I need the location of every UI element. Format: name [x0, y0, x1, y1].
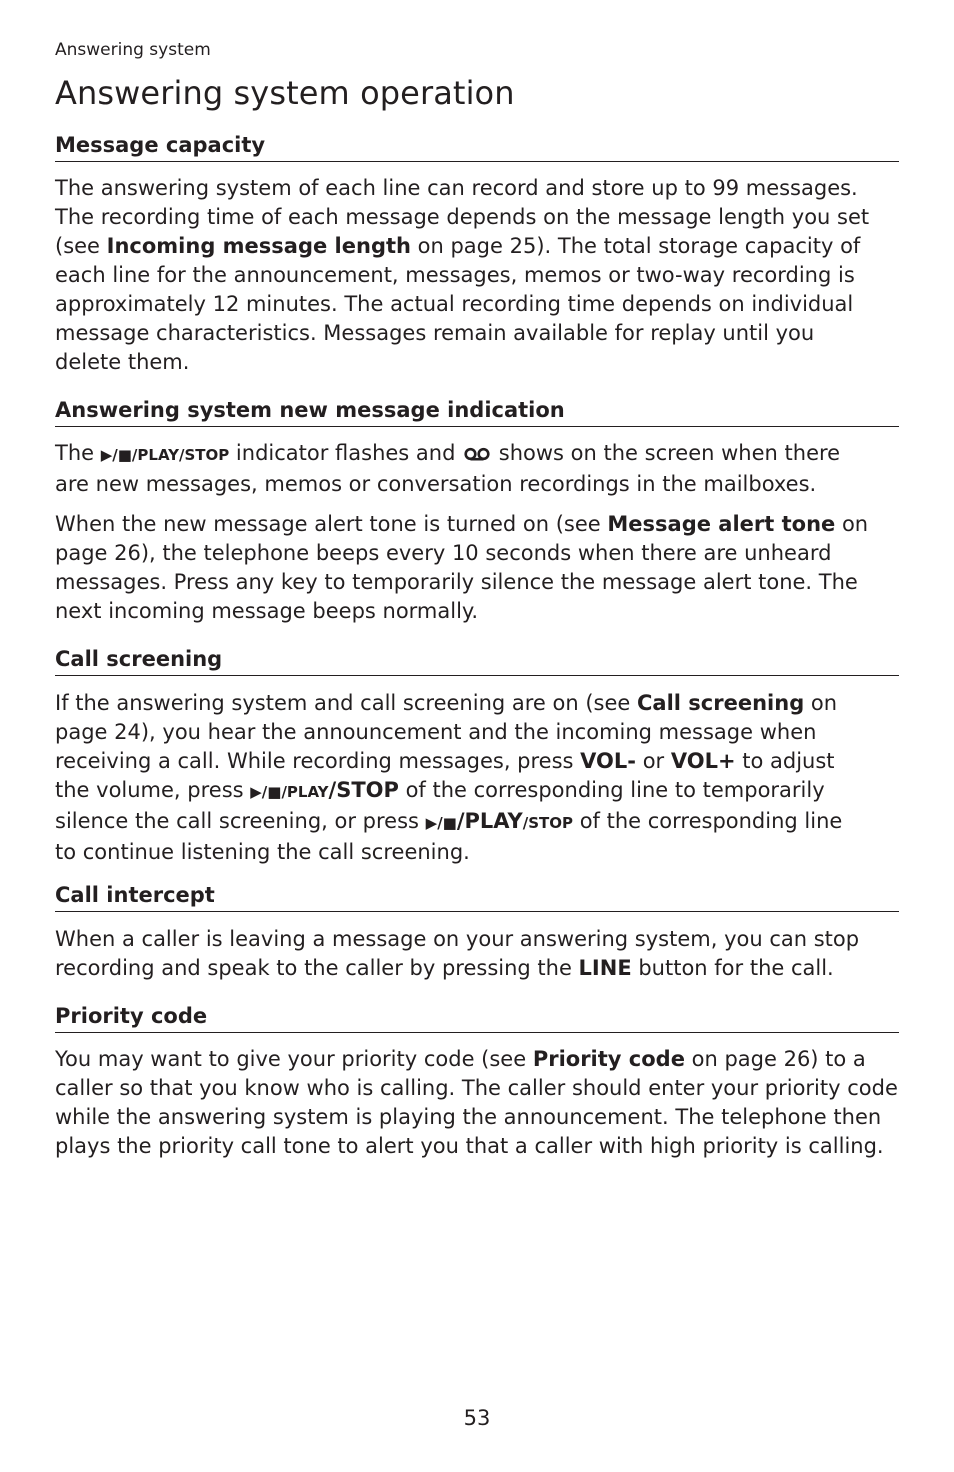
text-line: message characteristics. Messages remain available for replay until you: [55, 321, 815, 345]
text-line: plays the priority call tone to alert you that a caller with high priority is calling.: [55, 1134, 884, 1158]
text-line: caller so that you know who is calling. The caller should enter your priority code: [55, 1076, 898, 1100]
call-screening-text: [55, 689, 905, 867]
text-line: on page 26) to a: [684, 1047, 866, 1071]
message-capacity-text: [55, 174, 905, 377]
text-line: indicator flashes and: [229, 441, 463, 465]
section-heading-call-screening: Call screening: [55, 646, 899, 676]
text-line: to continue listening the call screening.: [55, 840, 470, 864]
text-line: When the new message alert tone is turned on (see: [55, 512, 608, 536]
section-heading-priority-code: Priority code: [55, 1003, 899, 1033]
text-line: If the answering system and call screening are on (see: [55, 691, 638, 715]
text-line: receiving a call. While recording messages, press: [55, 749, 581, 773]
priority-code-text: [55, 1045, 905, 1161]
cross-reference: Incoming message length: [106, 234, 411, 258]
section-heading-new-message-indication: Answering system new message indication: [55, 397, 899, 427]
text-line: When a caller is leaving a message on your answering system, you can stop: [55, 927, 860, 951]
text-line: each line for the announcement, messages, memos or two-way recording is: [55, 263, 855, 287]
section-heading-call-intercept: Call intercept: [55, 882, 899, 912]
text-line: recording and speak to the caller by pressing the: [55, 956, 579, 980]
text-line: The: [55, 441, 101, 465]
play-stop-icon: ▶/■: [425, 814, 457, 832]
text-line: delete them.: [55, 350, 190, 374]
text-line: on page 25). The total storage capacity of: [410, 234, 861, 258]
text-line: You may want to give your priority code (see: [55, 1047, 533, 1071]
new-message-indication-text-2: [55, 510, 905, 626]
text-line: of the corresponding line: [573, 809, 843, 833]
text-line: The recording time of each message depends on the message length you set: [55, 205, 870, 229]
text-line: silence the call screening, or press: [55, 809, 426, 833]
play-stop-key-label: ▶/■/PLAY/STOP: [100, 446, 230, 464]
text-line: The answering system of each line can record and store up to 99 messages.: [55, 176, 858, 200]
cross-reference: Priority code: [532, 1047, 685, 1071]
page-number: 53: [463, 1406, 491, 1430]
volume-down-key-label: VOL-: [580, 749, 637, 773]
volume-up-key-label: VOL+: [670, 749, 736, 773]
voicemail-icon: [464, 447, 490, 461]
call-intercept-text: [55, 925, 905, 983]
new-message-indication-text-1: [55, 439, 905, 499]
text-line: the volume, press: [55, 778, 251, 802]
text-line: on: [804, 691, 838, 715]
text-line: while the answering system is playing the announcement. The telephone then: [55, 1105, 882, 1129]
text-line: page 26), the telephone beeps every 10 seconds when there are unheard: [55, 541, 832, 565]
play-stop-icon: ▶/■: [250, 783, 282, 801]
text-line: (see: [55, 234, 107, 258]
cross-reference: Message alert tone: [607, 512, 836, 536]
running-head: Answering system: [55, 40, 211, 60]
page-title: Answering system operation: [55, 74, 515, 112]
line-key-label: LINE: [578, 956, 632, 980]
text-line: approximately 12 minutes. The actual recording time depends on individual: [55, 292, 854, 316]
section-heading-message-capacity: Message capacity: [55, 132, 899, 162]
text-line: of the corresponding line to temporarily: [398, 778, 825, 802]
text-line: are new messages, memos or conversation recordings in the mailboxes.: [55, 472, 817, 496]
text-line: shows on the screen when there: [492, 441, 841, 465]
text-line: next incoming message beeps normally.: [55, 599, 479, 623]
cross-reference: Call screening: [637, 691, 805, 715]
text-line: page 24), you hear the announcement and the incoming message when: [55, 720, 817, 744]
text-line: messages. Press any key to temporarily silence the message alert tone. The: [55, 570, 858, 594]
play-stop-key-label: ▶/■/PLAY/STOP: [250, 778, 399, 802]
text-line: or: [636, 749, 671, 773]
text-line: to adjust: [735, 749, 835, 773]
play-stop-icon: ▶/■: [100, 446, 132, 464]
play-stop-key-label: ▶/■/PLAY/STOP: [425, 809, 574, 833]
text-line: button for the call.: [631, 956, 834, 980]
text-line: on: [835, 512, 869, 536]
